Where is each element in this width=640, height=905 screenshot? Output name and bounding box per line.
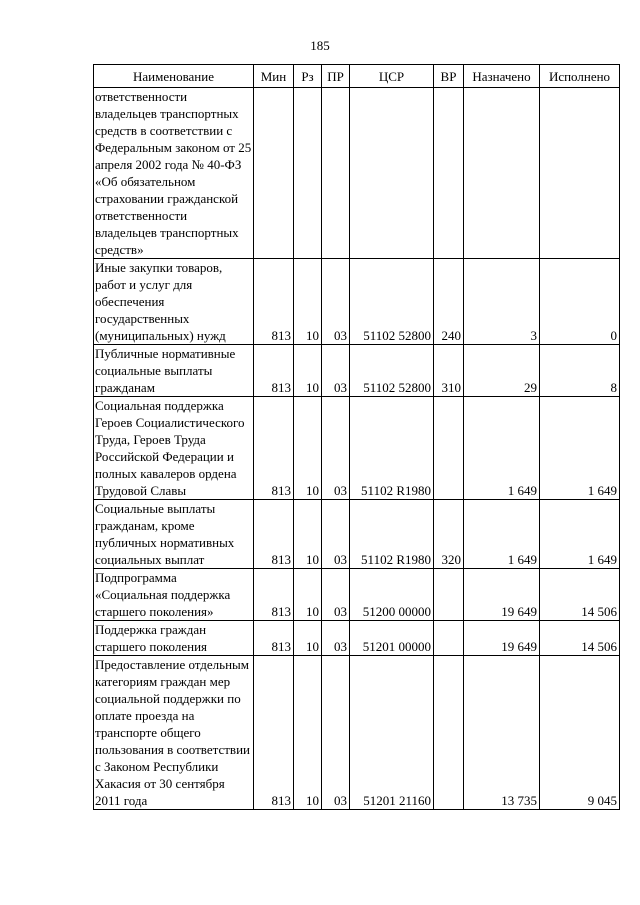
- header-csr: ЦСР: [350, 65, 434, 88]
- cell-csr: 51201 21160: [350, 656, 434, 810]
- table-row: [94, 656, 620, 810]
- cell-csr: 51200 00000: [350, 569, 434, 621]
- cell-executed: 8: [540, 345, 620, 397]
- cell-csr: 51102 R1980: [350, 397, 434, 500]
- cell-executed: 1 649: [540, 500, 620, 569]
- cell-vr: [434, 88, 464, 259]
- cell-pr: 03: [322, 656, 350, 810]
- cell-min: 813: [254, 397, 294, 500]
- cell-executed: 14 506: [540, 569, 620, 621]
- cell-assigned: 1 649: [464, 500, 540, 569]
- table-row: [94, 569, 620, 621]
- cell-pr: 03: [322, 345, 350, 397]
- cell-min: [254, 88, 294, 259]
- header-executed: Исполнено: [540, 65, 620, 88]
- cell-pr: 03: [322, 259, 350, 345]
- cell-executed: [540, 88, 620, 259]
- table-row: [94, 621, 620, 656]
- cell-rz: 10: [294, 621, 322, 656]
- cell-csr: 51102 52800: [350, 345, 434, 397]
- cell-min: 813: [254, 345, 294, 397]
- cell-vr: 310: [434, 345, 464, 397]
- cell-assigned: 19 649: [464, 621, 540, 656]
- cell-assigned: 29: [464, 345, 540, 397]
- table-row: [94, 88, 620, 259]
- cell-pr: 03: [322, 500, 350, 569]
- cell-csr: 51102 52800: [350, 259, 434, 345]
- page-number: 185: [310, 38, 330, 53]
- cell-assigned: 3: [464, 259, 540, 345]
- cell-assigned: [464, 88, 540, 259]
- cell-min: 813: [254, 259, 294, 345]
- cell-rz: 10: [294, 345, 322, 397]
- cell-min: 813: [254, 569, 294, 621]
- cell-rz: 10: [294, 500, 322, 569]
- cell-name: Иные закупки товаров, работ и услуг для обеспечения государственных (муниципальных) нужд: [94, 259, 254, 345]
- header-rz: Рз: [294, 65, 322, 88]
- cell-rz: [294, 88, 322, 259]
- cell-name: Поддержка граждан старшего поколения: [94, 621, 254, 656]
- table-row: [94, 345, 620, 397]
- cell-pr: 03: [322, 569, 350, 621]
- header-vr: ВР: [434, 65, 464, 88]
- cell-name: Социальная поддержка Героев Социалистического Труда, Героев Труда Российской Федерации и полных кавалеров ордена Трудовой Славы: [94, 397, 254, 500]
- cell-executed: 1 649: [540, 397, 620, 500]
- table-row: [94, 259, 620, 345]
- cell-executed: 0: [540, 259, 620, 345]
- header-assigned: Назначено: [464, 65, 540, 88]
- cell-pr: [322, 88, 350, 259]
- cell-rz: 10: [294, 569, 322, 621]
- cell-assigned: 19 649: [464, 569, 540, 621]
- cell-csr: 51102 R1980: [350, 500, 434, 569]
- cell-executed: 14 506: [540, 621, 620, 656]
- cell-assigned: 13 735: [464, 656, 540, 810]
- cell-vr: [434, 569, 464, 621]
- cell-min: 813: [254, 656, 294, 810]
- table-row: [94, 397, 620, 500]
- cell-rz: 10: [294, 397, 322, 500]
- cell-pr: 03: [322, 621, 350, 656]
- table-header-row: [94, 65, 620, 88]
- cell-vr: 240: [434, 259, 464, 345]
- cell-name: Подпрограмма «Социальная поддержка старшего поколения»: [94, 569, 254, 621]
- cell-assigned: 1 649: [464, 397, 540, 500]
- budget-table: [93, 64, 620, 810]
- header-name: Наименование: [94, 65, 254, 88]
- cell-csr: [350, 88, 434, 259]
- cell-csr: 51201 00000: [350, 621, 434, 656]
- table-row: [94, 500, 620, 569]
- cell-name: Публичные нормативные социальные выплаты гражданам: [94, 345, 254, 397]
- cell-name: Социальные выплаты гражданам, кроме публичных нормативных социальных выплат: [94, 500, 254, 569]
- cell-vr: [434, 621, 464, 656]
- cell-vr: 320: [434, 500, 464, 569]
- cell-vr: [434, 397, 464, 500]
- header-pr: ПР: [322, 65, 350, 88]
- cell-pr: 03: [322, 397, 350, 500]
- cell-vr: [434, 656, 464, 810]
- header-min: Мин: [254, 65, 294, 88]
- cell-rz: 10: [294, 656, 322, 810]
- cell-rz: 10: [294, 259, 322, 345]
- cell-min: 813: [254, 621, 294, 656]
- cell-min: 813: [254, 500, 294, 569]
- cell-name: ответственности владельцев транспортных средств в соответствии с Федеральным законом от 25 апреля 2002 года № 40-ФЗ «Об обязательном страховании гражданской ответственности владельцев транспортных средств»: [94, 88, 254, 259]
- cell-executed: 9 045: [540, 656, 620, 810]
- cell-name: Предоставление отдельным категориям граждан мер социальной поддержки по оплате проезда на транспорте общего пользования в соответствии с Законом Республики Хакасия от 30 сентября 2011 года: [94, 656, 254, 810]
